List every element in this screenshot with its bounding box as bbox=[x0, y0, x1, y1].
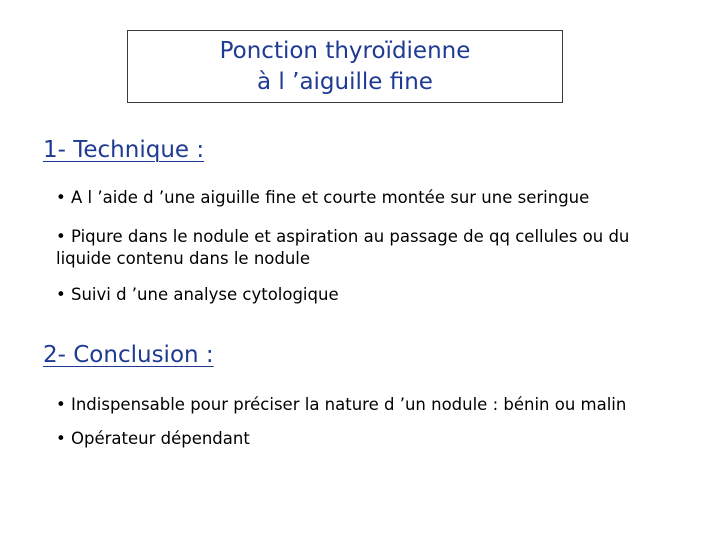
slide-title-box bbox=[127, 30, 563, 103]
technique-bullet-3: • Suivi d ’une analyse cytologique bbox=[56, 285, 339, 304]
conclusion-bullet-1: • Indispensable pour préciser la nature d ’un nodule : bénin ou malin bbox=[56, 395, 627, 414]
section-heading-conclusion: 2- Conclusion : bbox=[43, 342, 214, 368]
slide-title-line-2: à l ’aiguille fine bbox=[257, 69, 433, 95]
technique-bullet-2: • Piqure dans le nodule et aspiration au passage de qq cellules ou du liquide contenu dans le nodule bbox=[56, 227, 630, 268]
slide-title-line-1: Ponction thyroïdienne bbox=[219, 38, 471, 64]
conclusion-bullet-2: • Opérateur dépendant bbox=[56, 429, 250, 448]
section-heading-technique: 1- Technique : bbox=[43, 137, 205, 163]
technique-bullet-1: • A l ’aide d ’une aiguille fine et courte montée sur une seringue bbox=[56, 188, 590, 207]
